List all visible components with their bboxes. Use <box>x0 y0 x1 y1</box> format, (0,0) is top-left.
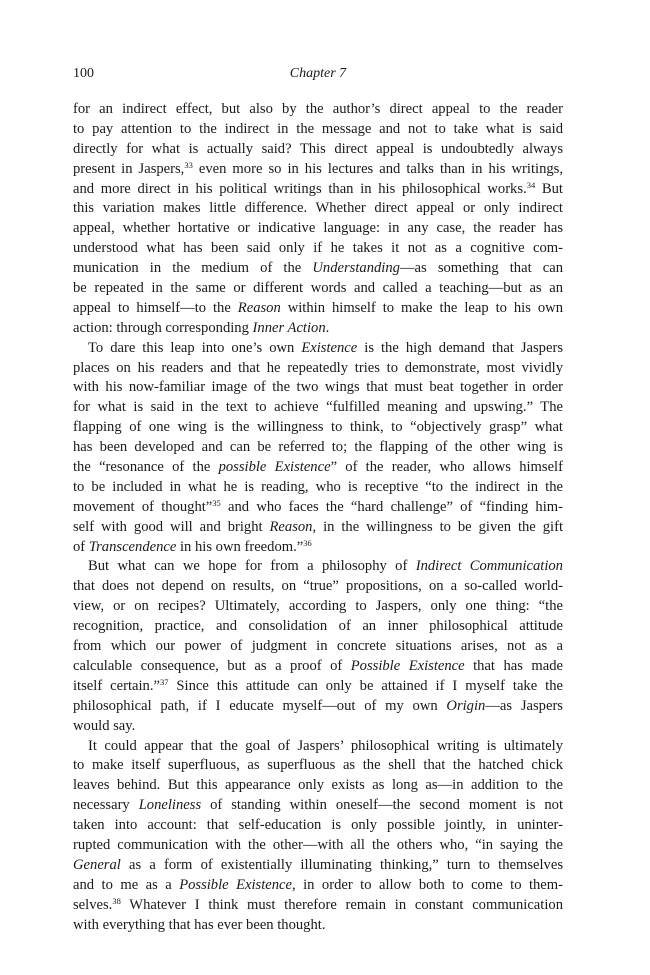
text-run: But what can we hope for from a philosophy of <box>88 558 416 575</box>
body-text <box>73 100 563 935</box>
text-run: with his now-familiar image of the two wings that must beat together in order <box>73 379 563 396</box>
italic-term: Existence <box>301 339 358 356</box>
text-run: flapping of one wing is the willingness to think, to “objectively grasp” what <box>73 419 563 436</box>
text-run: appeal to himself—to the <box>73 299 238 316</box>
text-run: —as Jaspers <box>485 697 563 714</box>
italic-term: Understanding <box>312 260 400 277</box>
paragraph <box>73 557 563 736</box>
page-number: 100 <box>73 66 94 81</box>
text-run: appeal, whether hortative or indicative language: in any case, the reader has <box>73 220 563 237</box>
italic-term: Reason <box>237 299 281 316</box>
italic-term: Loneliness <box>138 797 202 814</box>
text-run: necessary <box>73 797 139 814</box>
text-run: that has made <box>464 657 563 674</box>
text-run: —as something that can <box>399 260 564 277</box>
text-run: to pay attention to the indirect in the message and not to take what is said <box>73 120 563 137</box>
running-head: Chapter 7 <box>289 66 347 81</box>
italic-term: General <box>73 856 121 873</box>
text-line <box>73 438 563 458</box>
text-run: calculable consequence, but as a proof of <box>73 657 351 674</box>
text-run: ” of the reader, who allows himself <box>330 459 563 476</box>
text-line <box>73 597 563 617</box>
italic-term: Transcendence <box>88 538 177 555</box>
text-run: is the high demand that Jaspers <box>357 339 563 356</box>
text-line <box>73 577 563 597</box>
text-run: to be included in what he is reading, who is receptive “to the indirect in the <box>73 478 563 495</box>
italic-term: Inner Action <box>252 319 326 336</box>
footnote-ref: 35 <box>212 497 221 508</box>
text-run: has been developed and can be referred to; the flapping of the other wing is <box>73 439 563 456</box>
text-run: directly for what is actually said? This direct appeal is undoubtedly always <box>73 140 563 157</box>
text-run: to make itself superfluous, as superfluous as the shell that the hatched chick <box>73 757 563 774</box>
text-run: as a form of existentially illuminating thinking,” turn to themselves <box>120 856 563 873</box>
text-line <box>73 637 563 657</box>
text-line <box>73 120 563 140</box>
text-line <box>73 677 563 697</box>
text-line <box>73 359 563 379</box>
italic-term: Reason <box>269 518 313 535</box>
text-line <box>73 180 563 200</box>
text-line <box>73 657 563 677</box>
text-run: Whatever I think must therefore remain in constant communication <box>120 896 563 913</box>
text-run: for what is said in the text to achieve “fulfilled meaning and upswing.” The <box>73 399 563 416</box>
text-line <box>73 717 563 737</box>
text-run: and to me as a <box>73 876 180 893</box>
text-run: of standing within oneself—the second moment is not <box>201 797 563 814</box>
text-run: in his own freedom.” <box>176 538 304 555</box>
text-run: leaves behind. But this appearance only exists as long as—in addition to the <box>73 777 563 794</box>
text-line <box>73 836 563 856</box>
text-run: be repeated in the same or different words and called a teaching—but as an <box>73 280 563 297</box>
text-line <box>73 876 563 896</box>
italic-term: possible Existence <box>218 459 331 476</box>
text-line <box>73 398 563 418</box>
text-run: would say. <box>73 717 136 734</box>
italic-term: Possible Existence <box>350 657 465 674</box>
text-line <box>73 617 563 637</box>
text-line <box>73 796 563 816</box>
text-line <box>73 856 563 876</box>
text-run: , in order to allow both to come to them- <box>292 876 563 893</box>
text-line <box>73 498 563 518</box>
text-run: rupted communication with the other—with all the others who, “in saying the <box>73 836 563 853</box>
text-run: movement of thought” <box>73 498 213 515</box>
text-run: places on his readers and that he repeatedly tries to demonstrate, most vividly <box>73 359 563 376</box>
text-line <box>73 160 563 180</box>
text-line <box>73 538 563 558</box>
text-line <box>73 259 563 279</box>
text-line <box>73 737 563 757</box>
text-run: But <box>535 180 563 197</box>
text-run: that does not depend on results, on “true” propositions, on a so-called world- <box>73 578 563 595</box>
text-line <box>73 458 563 478</box>
text-run: of <box>73 538 89 555</box>
text-line <box>73 239 563 259</box>
text-run: with everything that has ever been thought. <box>73 916 326 933</box>
text-line <box>73 518 563 538</box>
text-line <box>73 557 563 577</box>
text-line <box>73 319 563 339</box>
paragraph <box>73 737 563 936</box>
italic-term: Indirect Communication <box>415 558 563 575</box>
text-line <box>73 916 563 936</box>
paragraph <box>73 339 563 558</box>
text-line <box>73 100 563 120</box>
text-run: this variation makes little difference. Whether direct appeal or only indirect <box>73 200 563 217</box>
footnote-ref: 36 <box>303 537 312 548</box>
text-run: self with good will and bright <box>73 518 270 535</box>
text-line <box>73 896 563 916</box>
text-run: present in Jaspers, <box>73 160 185 177</box>
footnote-ref: 34 <box>526 179 536 190</box>
text-run: within himself to make the leap to his own <box>280 299 564 316</box>
text-run: for an indirect effect, but also by the author’s direct appeal to the reader <box>73 101 563 117</box>
text-run: taken into account: that self-education is only possible jointly, in uninter- <box>73 817 563 834</box>
footnote-ref: 38 <box>112 895 121 906</box>
text-line <box>73 199 563 219</box>
text-run: itself certain.” <box>73 677 160 694</box>
text-line <box>73 418 563 438</box>
text-run: . <box>325 319 330 336</box>
text-run: the “resonance of the <box>73 459 219 476</box>
text-run: from which our power of judgment in concrete situations arises, not as a <box>73 638 563 655</box>
text-run: To dare this leap into one’s own <box>88 339 302 356</box>
text-run: and more direct in his political writings than in his philosophical works. <box>73 180 527 197</box>
footnote-ref: 37 <box>159 676 169 687</box>
text-run: action: through corresponding <box>73 319 253 336</box>
page-header <box>73 66 563 86</box>
text-line <box>73 816 563 836</box>
footnote-ref: 33 <box>184 159 193 170</box>
text-line <box>73 776 563 796</box>
text-line <box>73 339 563 359</box>
text-line <box>73 697 563 717</box>
text-line <box>73 756 563 776</box>
italic-term: Origin <box>446 697 486 714</box>
text-run: selves. <box>73 896 113 913</box>
text-run: and who faces the “hard challenge” of “finding him- <box>220 498 563 515</box>
text-run: It could appear that the goal of Jaspers’ philosophical writing is ultimately <box>88 737 563 754</box>
text-line <box>73 378 563 398</box>
text-run: philosophical path, if I educate myself—out of my own <box>73 697 447 714</box>
text-line <box>73 279 563 299</box>
text-line <box>73 478 563 498</box>
italic-term: Possible Existence <box>179 876 293 893</box>
text-run: , in the willingness to be given the gift <box>312 518 563 535</box>
text-line <box>73 140 563 160</box>
text-run: view, or on recipes? Ultimately, according to Jaspers, only one thing: “the <box>73 598 563 615</box>
text-run: recognition, practice, and consolidation of an inner philosophical attitude <box>73 618 563 635</box>
text-line <box>73 219 563 239</box>
text-run: even more so in his lectures and talks than in his writings, <box>192 160 563 177</box>
text-run: understood what has been said only if he takes it not as a cognitive com- <box>73 240 563 257</box>
paragraph <box>73 100 563 339</box>
text-run: munication in the medium of the <box>73 260 313 277</box>
text-line <box>73 299 563 319</box>
text-run: Since this attitude can only be attained if I myself take the <box>168 677 563 694</box>
